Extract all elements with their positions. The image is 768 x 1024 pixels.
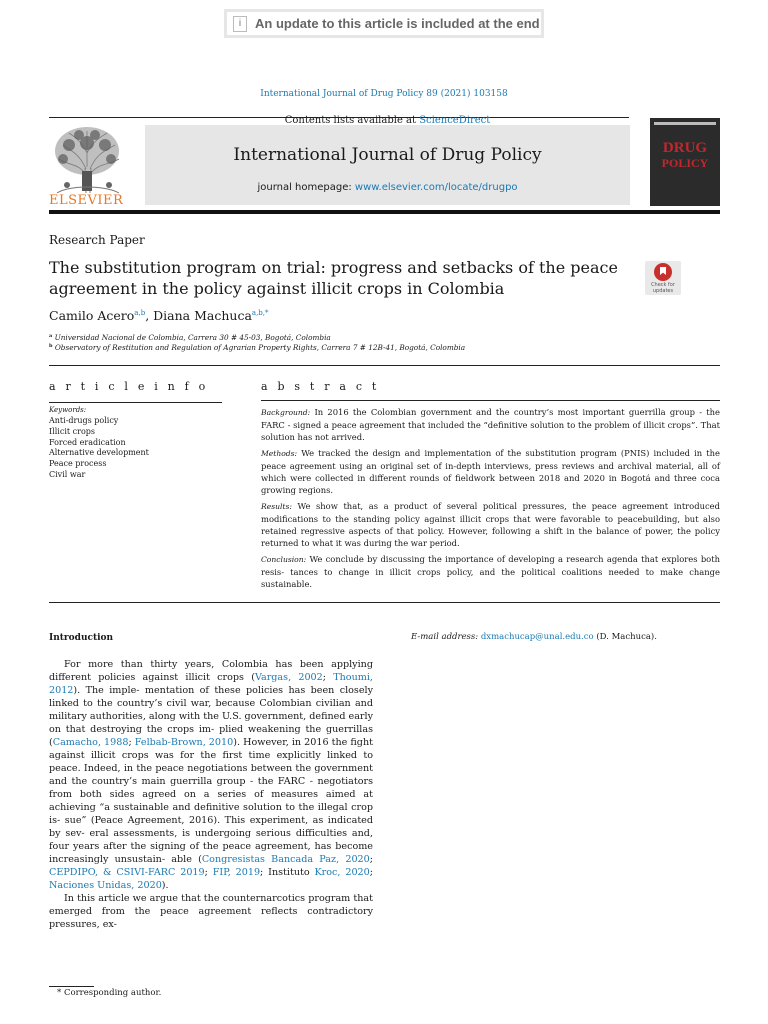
author-separator: ,: [145, 308, 154, 323]
introduction-heading: Introduction: [49, 633, 114, 643]
citation-link[interactable]: Felbab-Brown, 2010: [134, 737, 234, 748]
check-for-updates-button[interactable]: [645, 261, 681, 295]
abstract-methods: [261, 447, 720, 496]
contents-prefix: Contents lists available at: [284, 115, 420, 126]
affiliation-mark: b: [49, 343, 53, 349]
citation-link[interactable]: Kroc, 2020: [314, 867, 370, 878]
email-link[interactable]: dxmachucap@unal.edu.co: [480, 632, 594, 642]
keyword-item[interactable]: Alternative development Peace process: [49, 448, 149, 469]
email-label: E-mail address:: [411, 632, 479, 642]
keyword-item[interactable]: Anti-drugs policy: [49, 416, 119, 425]
abstract-bottom-rule: [49, 602, 720, 603]
abstract-background: [261, 406, 720, 443]
author-affiliation-marks[interactable]: a,b: [134, 309, 146, 317]
bookmark-icon: [654, 263, 672, 281]
keyword-item[interactable]: Forced eradication: [49, 437, 126, 447]
abstract-results: [261, 500, 720, 549]
affiliation-mark: a: [49, 333, 53, 339]
publisher-name: ELSEVIER: [49, 193, 124, 208]
paragraph-text: ;: [322, 672, 334, 683]
affiliation-a: [49, 333, 331, 342]
email-owner: (D. Machuca).: [593, 632, 657, 642]
abstract-text: We tracked the design and implementation of the substitution program (PNIS) included in the peace agreement using an original set of in-depth interviews, press reviews and archival material, all of which were collected in different rounds of fieldwork between 2018 and 2020 in Bogotá and three coca growing regions.: [261, 448, 720, 495]
abstract-text: We show that, as a product of several political pressures, the peace agreement introduced modifications to the standing policy against illicit crops that were favorable to peacebuilding, but also retained regressive aspects of that policy. However, following a shift in the balance of power, the policy returned to what it was during the war period.: [261, 501, 720, 548]
author-name[interactable]: Camilo Acero: [49, 308, 135, 323]
abstract-label: Methods:: [261, 449, 298, 458]
homepage-label: journal homepage:: [257, 182, 355, 193]
keyword-item[interactable]: Civil war: [49, 469, 86, 479]
cover-band: [654, 122, 716, 125]
keyword-item[interactable]: Illicit crops: [49, 426, 95, 436]
journal-cover[interactable]: [650, 118, 720, 206]
paragraph-text: ;: [369, 867, 373, 878]
paper-type: Research Paper: [49, 233, 145, 247]
citation-link[interactable]: Vargas, 2002: [254, 672, 323, 683]
paragraph-text: ). The imple- mentation of these policies has been closely linked to the country’s civil war, because Colombian civilian and military authorities, along with the U.S. government, defined early on that destroying the crops im- plied weakening the guerrillas (: [49, 685, 373, 748]
article-info-rule: [49, 402, 222, 403]
corresponding-author-note: * Corresponding author.: [57, 988, 162, 998]
paragraph-text: ;: [369, 854, 373, 865]
abstract-label: Background:: [261, 408, 311, 417]
author-name[interactable]: Diana Machuca: [153, 308, 252, 323]
citation-link[interactable]: FIP, 2019: [212, 867, 261, 878]
introduction-paragraph-1: [49, 658, 373, 892]
affiliation-text: Universidad Nacional de Colombia, Carrera 30 # 45-03, Bogotá, Colombia: [54, 333, 331, 342]
keywords-label: Keywords:: [49, 406, 87, 414]
info-icon: i: [233, 16, 247, 32]
abstract-label: Results:: [261, 502, 292, 511]
affiliation-text: Observatory of Restitution and Regulation of Agrarian Property Rights, Carrera 7 # 12B-41, Bogotá, Colombia: [54, 343, 466, 352]
citation-link[interactable]: Naciones Unidas, 2020: [49, 880, 162, 891]
abstract-text: We conclude by discussing the importance of developing a research agenda that explores both resis- tances to change in illicit crops policy, and the political coalitions needed to make change sustainable.: [261, 554, 720, 589]
citation-link[interactable]: Thoumi, 2012: [49, 672, 373, 696]
author-affiliation-marks[interactable]: a,b,*: [251, 309, 269, 317]
header-thick-rule: [49, 210, 720, 214]
paragraph-text: ;: [128, 737, 135, 748]
check-for-updates-label: Check for updates: [651, 282, 675, 294]
sciencedirect-link[interactable]: ScienceDirect: [419, 115, 491, 126]
paragraph-text: ).: [161, 880, 169, 891]
author-list: [49, 308, 269, 323]
citation-link[interactable]: Camacho, 1988: [52, 737, 129, 748]
homepage-link[interactable]: www.elsevier.com/locate/drugpo: [354, 182, 518, 193]
update-banner-text: An update to this article is included at the end: [255, 16, 540, 31]
update-banner[interactable]: [224, 9, 544, 38]
abstract-body: [261, 406, 720, 594]
article-title: The substitution program on trial: progress and setbacks of the peace agreement in the policy against illicit crops in Colombia: [49, 258, 618, 298]
abstract-text: In 2016 the Colombian government and the country’s most important guerrilla group - the FARC - signed a peace agreement that included the “definitive solution to the problem of illicit crops”. That solution has not arrived.: [261, 407, 720, 442]
section-rule: [49, 365, 720, 366]
article-info-heading: a r t i c l e i n f o: [49, 380, 209, 393]
keyword-list: [49, 416, 149, 481]
introduction-paragraph-2: In this article we argue that the counternarcotics program that emerged from the peace agreement reflects contradictory pressures, ex-: [49, 893, 373, 930]
paragraph-text: ;: [204, 867, 213, 878]
abstract-label: Conclusion:: [261, 555, 307, 564]
journal-homepage: [145, 182, 630, 193]
citation-link[interactable]: Congresistas Bancada Paz, 2020: [201, 854, 370, 865]
author-email: [411, 632, 657, 642]
journal-citation[interactable]: International Journal of Drug Policy 89 (2021) 103158: [260, 89, 508, 99]
paragraph-text: ). However, in 2016 the fight against illicit crops was for the first time explicitly linked to peace. Indeed, in the peace negotiations between the government and the country’s main guerrilla group - the FARC - negotiators from both sides agreed on a series of measures aimed at achieving “a sustainable and definitive solution to the illegal crop is- sue” (Peace Agreement, 2016). This experiment, as indicated by sev- eral assessments, is undergoing serious difficulties and, four years after the signing of the peace agreement, has become increasingly unsustain- able (: [49, 737, 373, 865]
paragraph-text: ; Instituto: [260, 867, 315, 878]
journal-title: International Journal of Drug Policy: [233, 145, 542, 165]
abstract-conclusion: [261, 553, 720, 590]
footnote-rule: [49, 986, 94, 987]
introduction-text: [49, 658, 373, 931]
citation-link[interactable]: CEPDIPO, & CSIVI-FARC 2019: [49, 867, 205, 878]
contents-line: [145, 115, 630, 126]
journal-banner-box: [145, 125, 630, 205]
abstract-heading: a b s t r a c t: [261, 380, 380, 393]
cover-title-line1: DRUG: [662, 140, 708, 156]
affiliation-b: [49, 343, 465, 352]
abstract-rule: [261, 400, 720, 401]
paragraph-text: For more than thirty years, Colombia has been applying different policies against illicit crops (: [49, 659, 373, 683]
cover-title-line2: POLICY: [661, 156, 709, 170]
